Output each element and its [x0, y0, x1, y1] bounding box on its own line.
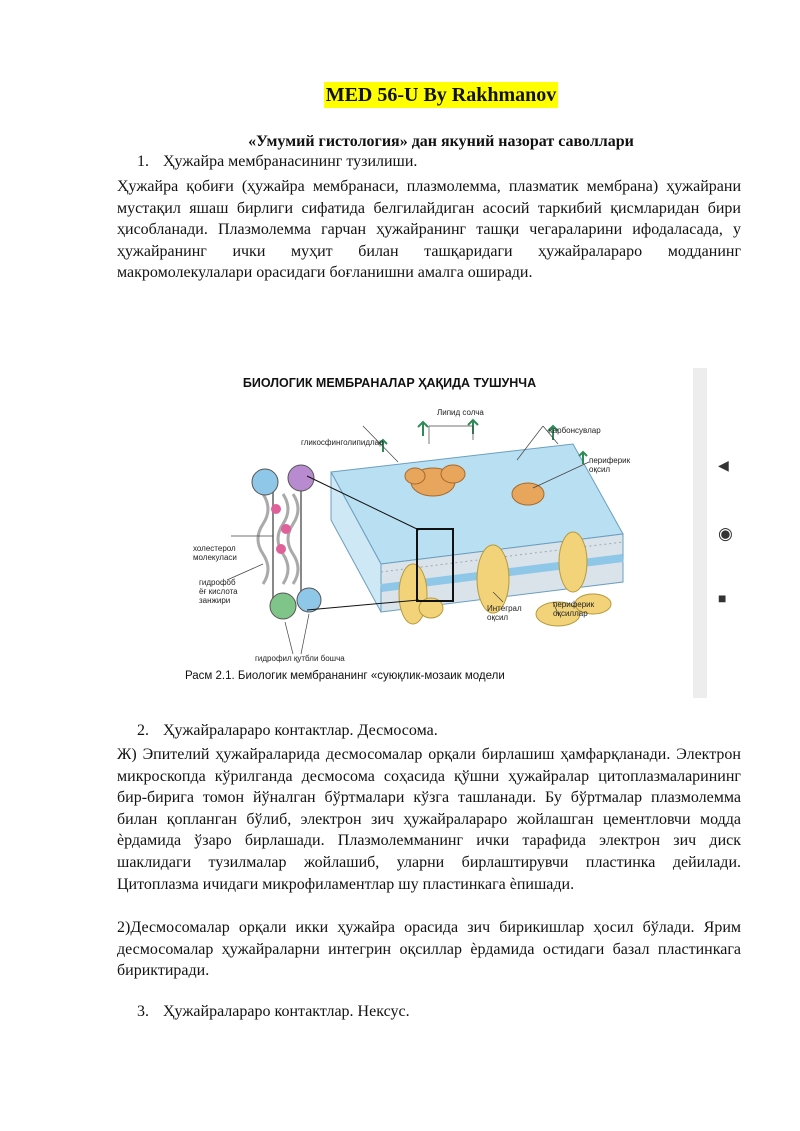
page-title-wrap — [0, 82, 800, 108]
label-hydrophilic-head: гидрофил қутбли бошча — [255, 654, 345, 663]
phospholipid-inset — [227, 465, 321, 654]
label-peripheral-protein-top: периферик оқсил — [589, 456, 631, 474]
question-1 — [137, 153, 417, 171]
figure-title: БИОЛОГИК МЕМБРАНАЛАР ҲАҚИДА ТУШУНЧА — [242, 376, 537, 390]
membrane-slab — [307, 420, 623, 626]
label-integral-protein: Интеграл оқсил — [487, 604, 522, 622]
answer-1-paragraph: Ҳужайра қобиғи (ҳужайра мембранаси, плазмолемма, плазматик мембрана) ҳужайрани мустақил яшаш бирлиги сифатида белгилайдиган асосий таркибий қисмларидан бири ҳисобланади. Плазмолемма гарчан ҳужайранинг ташқи чегараларини ифодаласада, у ҳужайранинг ички муҳит билан ташқаридаги ҳужайралараро модданинг макромолекулалари орасидаги боғланишни амалга оширади. — [117, 178, 741, 282]
membrane-figure — [113, 364, 666, 697]
document-heading: «Умумий гистология» дан якуний назорат саволлари — [248, 133, 634, 150]
page-title: MED 56-U By Rakhmanov — [325, 84, 557, 106]
stop-icon[interactable]: ■ — [718, 592, 727, 607]
label-carbohydrates: карбонсувлар — [549, 426, 601, 435]
question-text: Ҳужайра мембранасининг тузилиши. — [163, 153, 418, 170]
answer-2-paragraph-b: 2)Десмосомалар орқали икки ҳужайра орасида зич бирикишлар ҳосил бўлади. Ярим десмосомалар ҳужайраларни интегрин оқсиллар ѐрдамида остидаги базал пластинкага бириктиради. — [117, 919, 741, 980]
prev-icon[interactable]: ◀ — [718, 459, 729, 474]
record-icon[interactable]: ◉ — [718, 524, 733, 543]
label-hydrophobic-tail: гидрофоб ёғ кислота занжири — [199, 578, 238, 605]
figure-caption: Расм 2.1. Биологик мембрананинг «суюқлик-мозаик модели — [185, 670, 505, 682]
question-text: Ҳужайралараро контактлар. Нексус. — [163, 1003, 410, 1020]
question-number: 1. — [137, 153, 149, 170]
label-peripheral-proteins: периферик оқсиллар — [553, 600, 595, 618]
question-3 — [137, 1003, 410, 1021]
answer-2-paragraph: Ж) Эпителий ҳужайраларида десмосомалар орқали бирлашиш ҳамфарқланади. Электрон микроскопда кўрилганда десмосома соҳасида қўшни ҳужайралар цитоплазмаларининг бир-бирига томон йўналган бўртмалари кўзга ташланади. Бу бўртмалар плазмолемма билан қопланган бўлиб, электрон зич ҳужайралараро жойлашган цементловчи модда ѐрдамида ўзаро бирлашади. Плазмолемманинг ички тарафида электрон зич диск шаклидаги тузилмалар жойлашиб, уларни бирлаштирувчи пластинка дейилади. Цитоплазма ичидаги микрофиламентлар шу пластинкага ѐпишади. — [117, 746, 741, 893]
viewer-side-panel — [693, 368, 707, 698]
question-number: 2. — [137, 722, 149, 739]
label-glycosphingolipids: гликосфинголипидлар — [301, 438, 384, 447]
question-text: Ҳужайралараро контактлар. Десмосома. — [163, 722, 438, 739]
membrane-diagram — [113, 364, 666, 697]
question-number: 3. — [137, 1003, 149, 1020]
label-lipid-raft: Липид солча — [437, 408, 484, 417]
label-cholesterol: холестерол молекуласи — [193, 544, 237, 562]
question-2 — [137, 722, 438, 740]
